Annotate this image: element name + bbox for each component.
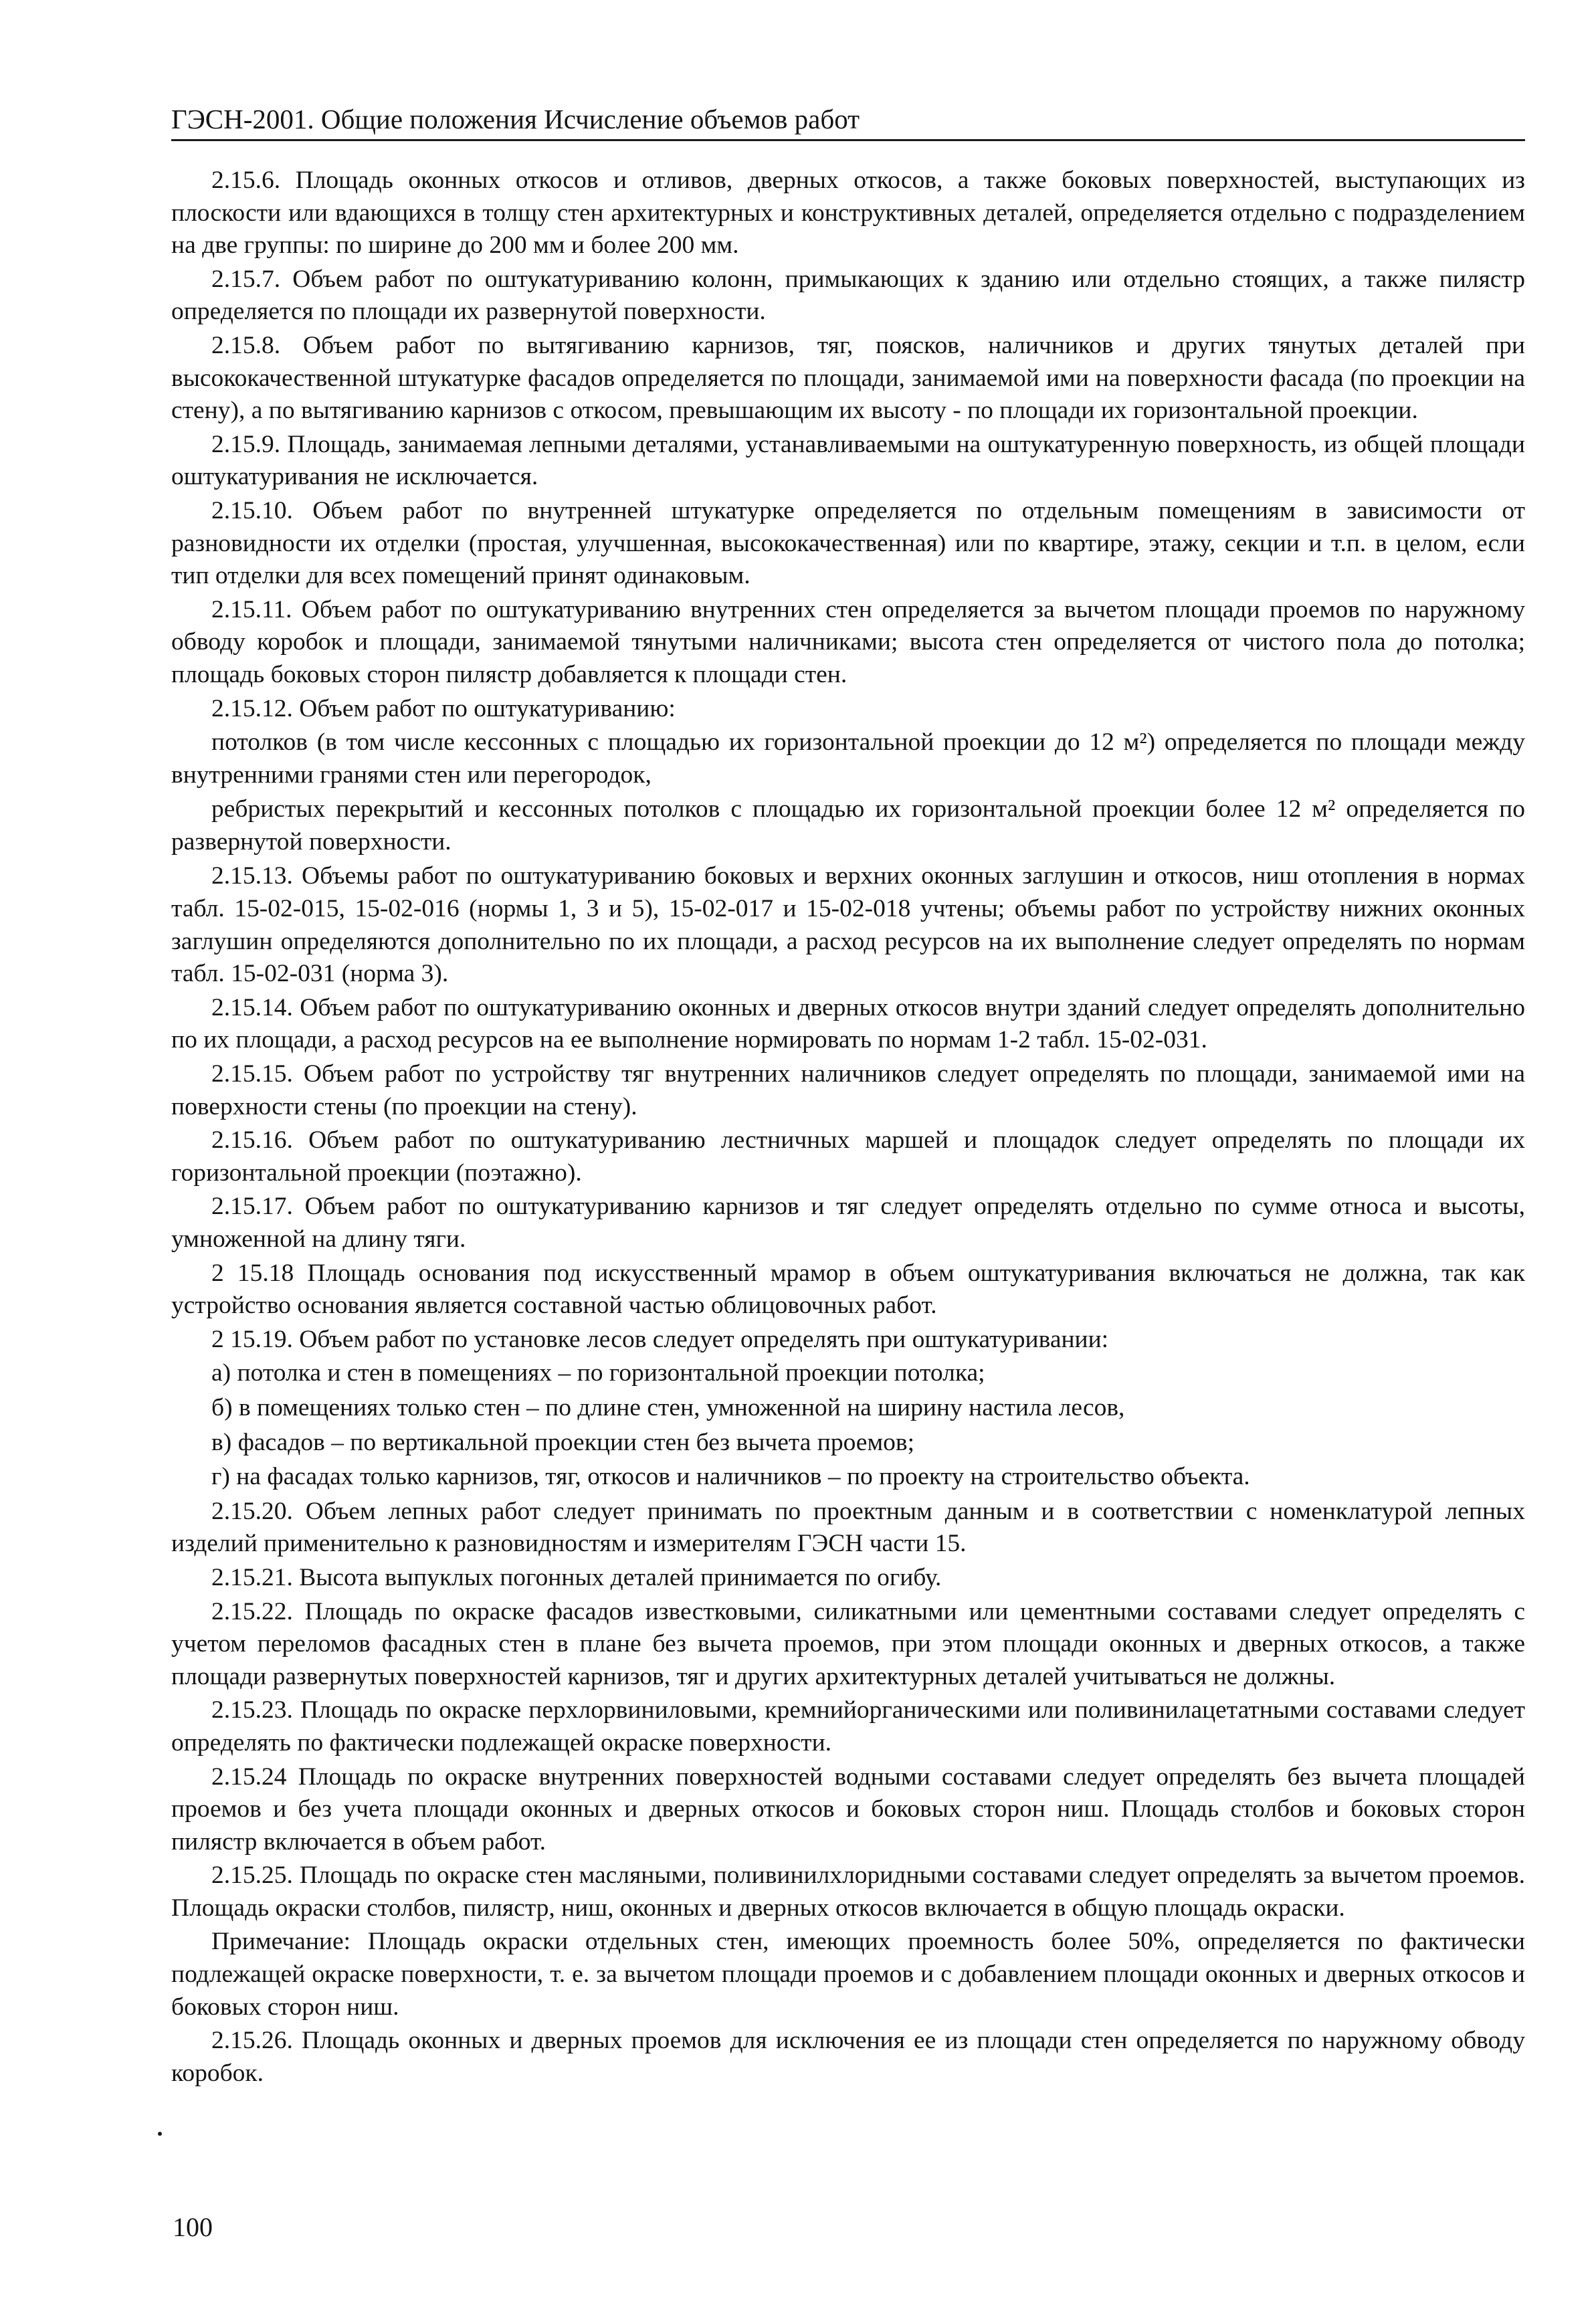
list-item-v: в) фасадов – по вертикальной проекции стен без вычета проемов; [211,1428,915,1456]
paragraph-2-15-18: 2 15.18 Площадь основания под искусственный мрамор в объем оштукатуривания включаться не должна, так как устройство основания является составной частью облицовочных работ. [171,1259,1525,1320]
list-item-b: б) в помещениях только стен – по длине стен, умноженной на ширину настила лесов, [211,1393,1125,1421]
paragraph-2-15-24: 2.15.24 Площадь по окраске внутренних поверхностей водными составами следует определять без вычета площадей проемов и без учета площади оконных и дверных откосов и боковых сторон ниш. Площадь столбов и боковых сторон пилястр включается в объем работ. [171,1763,1525,1856]
paragraph-2-15-14: 2.15.14. Объем работ по оштукатуриванию оконных и дверных откосов внутри зданий следует определять дополнительно по их площади, а расход ресурсов на ее выполнение нормировать по нормам 1-2 табл. 15-02-031. [171,993,1525,1054]
margin-mark [158,2132,162,2136]
paragraph-2-15-12-ceilings: потолков (в том числе кессонных с площадью их горизонтальной проекции до 12 м²) определяется по площади между внутренними гранями стен или перегородок, [171,728,1525,789]
paragraph-2-15-12: 2.15.12. Объем работ по оштукатуриванию: [211,694,676,722]
paragraph-2-15-13: 2.15.13. Объемы работ по оштукатуриванию боковых и верхних оконных заглушин и откосов, ниш отопления в нормах табл. 15-02-015, 15-02-016 (нормы 1, 3 и 5), 15-02-017 и 15-02-018 учтены; объемы работ по устройству нижних оконных заглушин определяются дополнительно по их площади, а расход ресурсов на их выполнение следует определять по нормам табл. 15-02-031 (норма 3). [171,862,1525,988]
paragraph-2-15-22: 2.15.22. Площадь по окраске фасадов известковыми, силикатными или цементными составами следует определять с учетом переломов фасадных стен в плане без вычета проемов, при этом площади оконных и дверных откосов, а также площади развернутых поверхностей карнизов, тяг и других архитектурных деталей учитываться не должны. [171,1597,1525,1690]
paragraph-2-15-23: 2.15.23. Площадь по окраске перхлорвиниловыми, кремнийорганическими или поливинилацетатными составами следует определять по фактически подлежащей окраске поверхности. [171,1696,1525,1757]
list-item-a: а) потолка и стен в помещениях – по горизонтальной проекции потолка; [211,1359,985,1387]
paragraph-2-15-10: 2.15.10. Объем работ по внутренней штукатурке определяется по отдельным помещениям в зависимости от разновидности их отделки (простая, улучшенная, высококачественная) или по квартире, этажу, секции и т.п. в целом, если тип отделки для всех помещений принят одинаковым. [171,496,1525,590]
paragraph-2-15-9: 2.15.9. Площадь, занимаемая лепными деталями, устанавливаемыми на оштукатуренную поверхность, из общей площади оштукатуривания не исключается. [171,430,1525,491]
paragraph-2-15-11: 2.15.11. Объем работ по оштукатуриванию внутренних стен определяется за вычетом площади проемов по наружному обводу коробок и площади, занимаемой тянутыми наличниками; высота стен определяется от чистого пола до потолка; площадь боковых сторон пилястр добавляется к площади стен. [171,595,1525,688]
document-body [171,165,1525,2091]
page-number: 100 [173,2212,213,2242]
paragraph-2-15-6: 2.15.6. Площадь оконных откосов и отливов, дверных откосов, а также боковых поверхностей, выступающих из плоскости или вдающихся в толщу стен архитектурных и конструктивных деталей, определяется отдельно с подразделением на две группы: по ширине до 200 мм и более 200 мм. [171,167,1525,260]
running-header: ГЭСН-2001. Общие положения Исчисление объемов работ [171,100,1525,141]
paragraph-2-15-21: 2.15.21. Высота выпуклых погонных деталей принимается по огибу. [211,1563,942,1591]
paragraph-2-15-19: 2 15.19. Объем работ по установке лесов следует определять при оштукатуривании: [211,1325,1109,1353]
paragraph-2-15-20: 2.15.20. Объем лепных работ следует принимать по проектным данным и в соответствии с номенклатурой лепных изделий применительно к разновидностям и измерителям ГЭСН части 15. [171,1497,1525,1558]
paragraph-2-15-7: 2.15.7. Объем работ по оштукатуриванию колонн, примыкающих к зданию или отдельно стоящих, а также пилястр определяется по площади их развернутой поверхности. [171,265,1525,326]
paragraph-2-15-26: 2.15.26. Площадь оконных и дверных проемов для исключения ее из площади стен определяется по наружному обводу коробок. [171,2027,1525,2087]
paragraph-2-15-17: 2.15.17. Объем работ по оштукатуриванию карнизов и тяг следует определять отдельно по сумме относа и высоты, умноженной на длину тяги. [171,1193,1525,1253]
note-paragraph: Примечание: Площадь окраски отдельных стен, имеющих проемность более 50%, определяется по фактически подлежащей окраске поверхности, т. е. за вычетом площади проемов и с добавлением площади оконных и дверных откосов и боковых сторон ниш. [171,1928,1525,2021]
paragraph-2-15-8: 2.15.8. Объем работ по вытягиванию карнизов, тяг, поясков, наличников и других тянутых деталей при высококачественной штукатурке фасадов определяется по площади, занимаемой ими на поверхности фасада (по проекции на стену), а по вытягиванию карнизов с откосом, превышающим их высоту - по площади их горизонтальной проекции. [171,331,1525,425]
paragraph-2-15-16: 2.15.16. Объем работ по оштукатуриванию лестничных маршей и площадок следует определять по площади их горизонтальной проекции (поэтажно). [171,1126,1525,1187]
paragraph-2-15-12-ribbed: ребристых перекрытий и кессонных потолков с площадью их горизонтальной проекции более 12 м² определяется по развернутой поверхности. [171,795,1525,856]
paragraph-2-15-25: 2.15.25. Площадь по окраске стен масляными, поливинилхлоридными составами следует определять за вычетом проемов. Площадь окраски столбов, пилястр, ниш, оконных и дверных откосов включается в общую площадь окраски. [171,1862,1525,1922]
list-item-g: г) на фасадах только карнизов, тяг, откосов и наличников – по проекту на строительство объекта. [211,1463,1250,1491]
paragraph-2-15-15: 2.15.15. Объем работ по устройству тяг внутренних наличников следует определять по площади, занимаемой ими на поверхности стены (по проекции на стену). [171,1060,1525,1120]
